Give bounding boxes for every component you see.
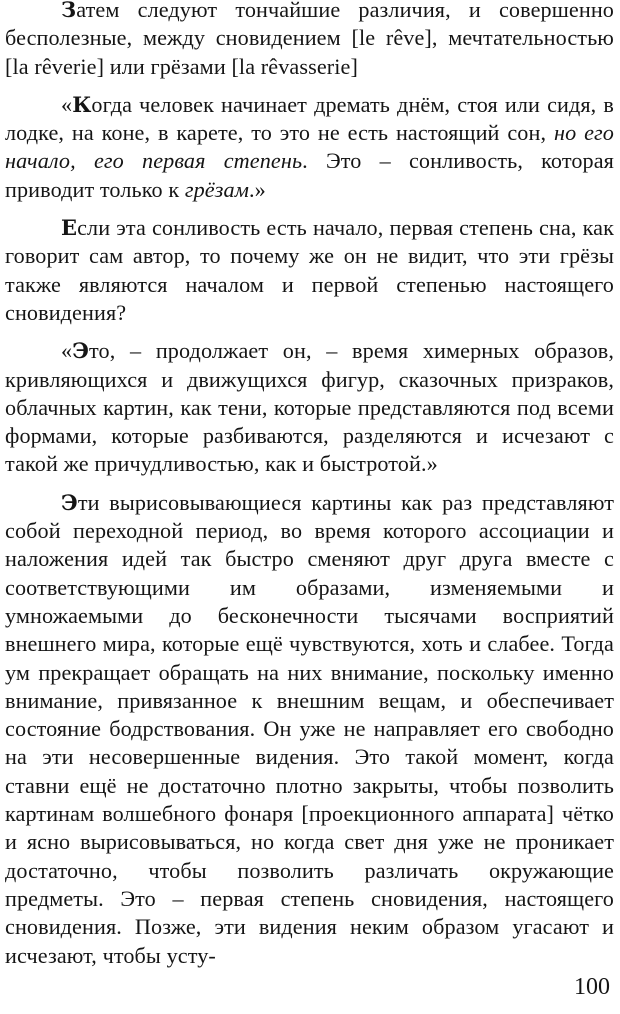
italic-phrase: но его начало, его первая степень bbox=[5, 120, 614, 174]
paragraph-text: атем следуют тончайшие различия, и совершенно бесполезные, между сновидением [le rêve], мечтательностью [la rêverie] или грёзами [la rêvasserie] bbox=[5, 0, 614, 79]
italic-word: грёзам bbox=[184, 176, 249, 202]
drop-cap-letter: Е bbox=[61, 215, 78, 241]
paragraph-5 bbox=[5, 489, 614, 970]
opening-quote: « bbox=[61, 91, 73, 117]
opening-quote: « bbox=[61, 338, 73, 364]
paragraph-4 bbox=[5, 337, 614, 478]
drop-cap-letter: З bbox=[61, 0, 77, 22]
paragraph-text: . Это – сонливость, которая приводит только к bbox=[5, 148, 614, 202]
paragraph-3 bbox=[5, 214, 614, 327]
drop-cap-letter: Э bbox=[72, 338, 90, 364]
drop-cap-letter: Э bbox=[61, 489, 78, 515]
paragraph-2 bbox=[5, 91, 614, 204]
closing-quote: .» bbox=[248, 176, 266, 202]
paragraph-text: то, – продолжает он, – время химерных образов, кривляющихся и движущихся фигур, сказочных призраков, облачных картин, как тени, которые представляются под всеми формами, которые разбиваются, разделяются и исчезают с такой же причудливостью, как и быстротой.» bbox=[5, 338, 614, 477]
drop-cap-letter: К bbox=[72, 91, 92, 117]
page-number: 100 bbox=[574, 974, 610, 1000]
paragraph-text: огда человек начинает дремать днём, стоя или сидя, в лодке, на коне, в карете, то это не есть настоящий сон, bbox=[5, 91, 614, 146]
paragraph-text: сли эта сонливость есть начало, первая степень сна, как говорит сам автор, то почему же он не видит, что эти грёзы также являются началом и первой степенью настоящего сновидения? bbox=[5, 215, 614, 325]
paragraph-1 bbox=[5, 0, 614, 81]
paragraph-text: ти вырисовывающиеся картины как раз представляют собой переходной период, во время которого ассоциации и наложения идей так быстро сменяют друг друга вместе с соответствующими им образами, изменяемыми и умножаемыми до бесконечности тысячами восприятий внешнего мира, которые ещё чувствуются, хоть и слабее. Тогда ум прекращает обращать на них внимание, поскольку именно внимание, привязанное к внешним вещам, и обеспечивает состояние бодрствования. Он уже не направляет его свободно на эти несовершенные видения. Это такой момент, когда ставни ещё не достаточно плотно закрыты, чтобы позволить картинам волшебного фонаря [проекционного аппарата] чётко и ясно вырисовываться, но когда свет дня уже не проникает достаточно, чтобы позволить различать окружающие предметы. Это – первая степень сновидения, настоящего сновидения. Позже, эти видения неким образом угасают и исчезают, чтобы усту- bbox=[5, 489, 614, 968]
